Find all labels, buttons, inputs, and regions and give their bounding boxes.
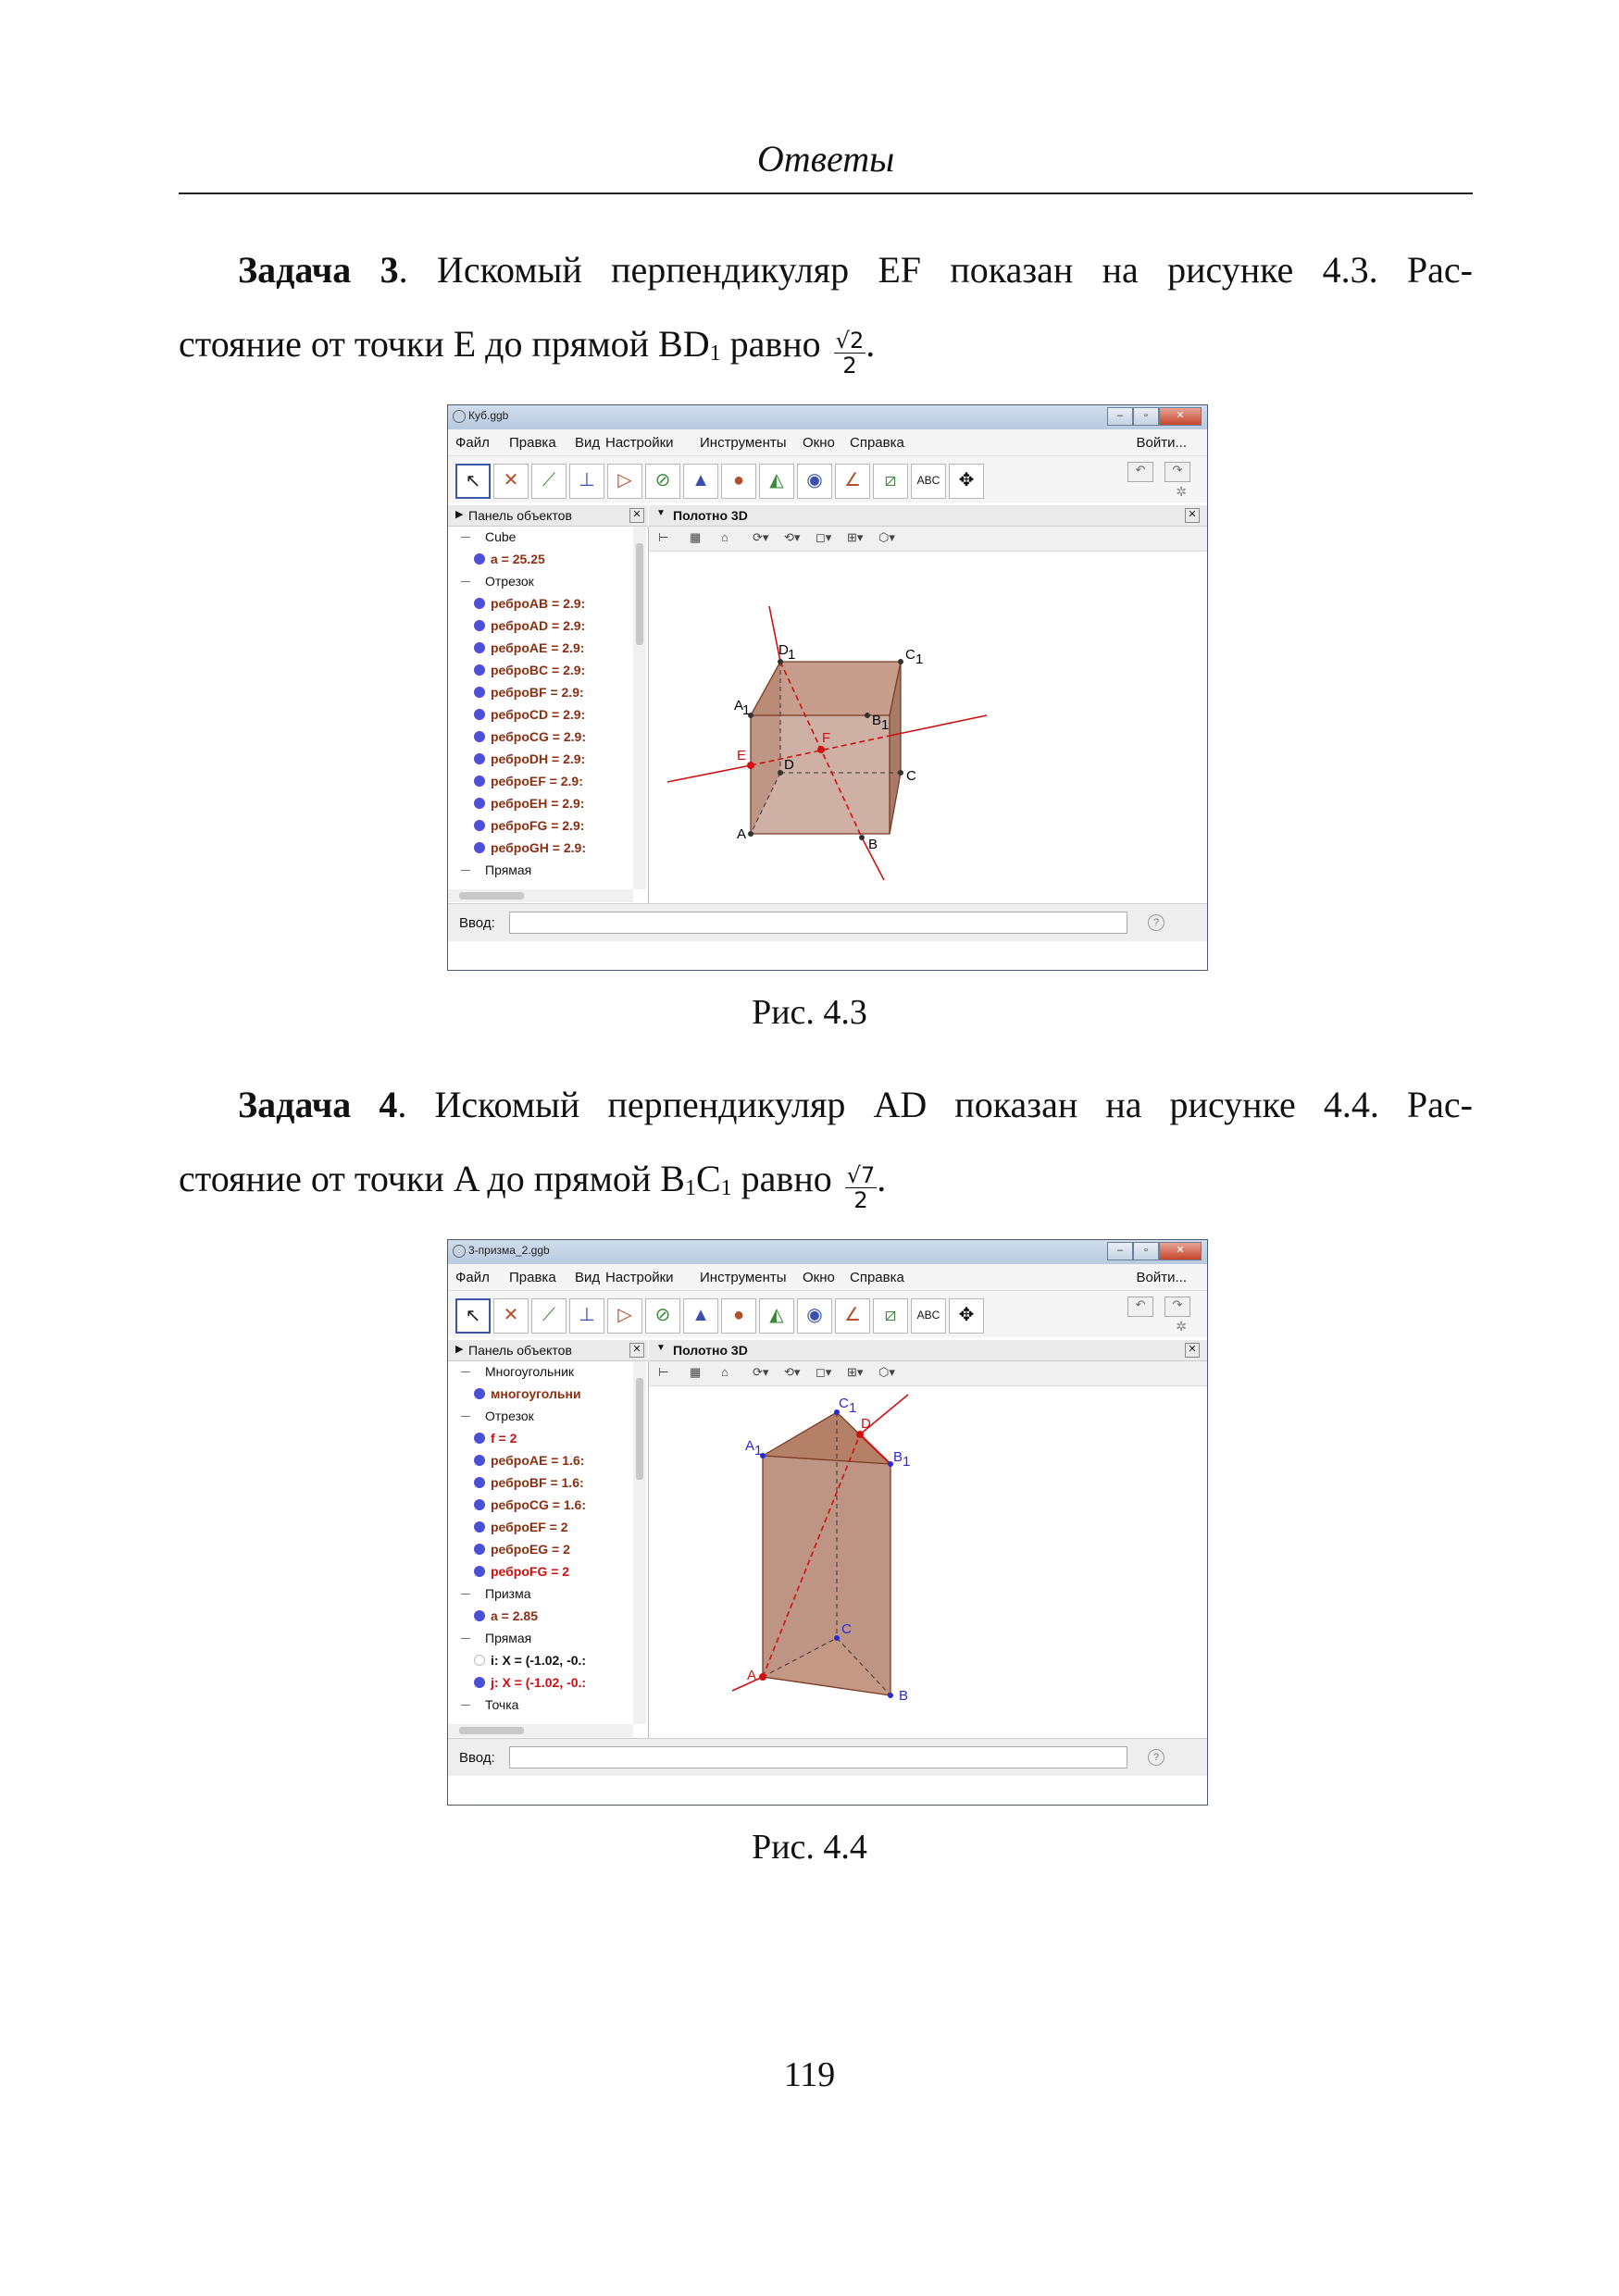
login-link[interactable]: Войти... [1136,1270,1187,1285]
grid-icon[interactable]: ▦ [690,530,702,544]
task3-label: Задача 3 [238,249,399,291]
algebra-vertical-scrollbar[interactable] [633,1361,646,1724]
label-B: B [868,837,878,852]
task4-frac-den: 2 [853,1187,868,1213]
plane-tool-icon[interactable]: ● [721,464,756,499]
algebra-text: f = 2 [491,1431,517,1446]
polygon-tool-icon[interactable]: ▷ [607,464,642,499]
tree-collapse-icon[interactable] [461,1705,470,1706]
tool-bar [448,456,1207,503]
label-A1: A [745,1438,755,1454]
scroll-thumb[interactable] [459,1727,524,1734]
animation-icon[interactable]: ⟲▾ [784,1365,801,1379]
tree-collapse-icon[interactable] [461,537,470,538]
graphics-style-bar [649,527,1207,552]
task4-fraction [845,1163,878,1212]
label-B1: B [872,713,882,728]
point-B [888,1693,893,1698]
algebra-text: ребpоCD = 2.9: [491,707,586,722]
label-B1: B [893,1449,903,1465]
header-rule [179,192,1473,194]
settings-gear-icon[interactable]: ✲ [1176,484,1187,499]
page-number: 119 [783,2055,836,2094]
top-face [763,1412,890,1464]
graphics-3d-view[interactable] [649,1361,1207,1738]
graphics-style-bar [649,1361,1207,1386]
input-field[interactable] [509,1746,1127,1769]
scroll-thumb[interactable] [636,1378,643,1480]
tool-bar [448,1291,1207,1337]
label-C1: C [839,1396,849,1411]
close-button[interactable]: ✕ [1159,1242,1202,1260]
visibility-toggle-icon[interactable] [474,709,485,720]
task3-line2 [179,323,876,379]
label-A1: A [734,698,744,714]
algebra-text: j: X = (-1.02, -0.: [491,1675,587,1690]
label-C1-sub: 1 [849,1400,857,1416]
title-bar [448,405,1207,429]
label-A1-sub: 1 [742,702,751,718]
algebra-panel-header [448,505,648,527]
help-icon[interactable]: ? [1148,914,1164,931]
visibility-toggle-icon[interactable] [474,1477,485,1488]
maximize-button[interactable]: ▫ [1133,407,1159,426]
algebra-panel-header [448,1340,648,1361]
label-F: F [822,730,831,746]
prism-scene[interactable] [649,1385,1005,1737]
close-button[interactable]: ✕ [1159,407,1202,426]
help-icon[interactable]: ? [1148,1749,1164,1766]
projection-icon[interactable]: ⊞▾ [847,1365,864,1379]
point-B1 [865,713,870,718]
axes-icon[interactable]: ⊢ [658,530,669,544]
menu-bar [448,429,1207,456]
angle-tool-icon[interactable]: ∠ [835,1298,870,1334]
window-controls [1107,1242,1202,1260]
task3-frac-num: √2 [835,328,865,354]
algebra-text: ребpоFG = 2 [491,1564,570,1579]
move-graphics-tool-icon[interactable]: ✥ [949,1298,984,1334]
menu-help[interactable]: Справка [850,435,904,451]
redo-icon[interactable]: ↷ [1164,1297,1190,1317]
menu-edit[interactable]: Правка [509,1270,556,1285]
sphere-center-tool-icon[interactable]: ◉ [797,464,832,499]
label-D: D [784,757,794,773]
move-tool-icon[interactable]: ↖ [455,464,491,499]
pyramid-tool-icon[interactable]: ◭ [759,1298,794,1334]
graphics-3d-view[interactable] [649,527,1207,903]
task4-text1: . Искомый перпендикуляр AD показан на рисунке 4.4. Рас- [397,1084,1474,1125]
running-header: Ответы [756,138,895,180]
figure-caption-4-4: Рис. 4.4 [752,1828,867,1867]
task3-end: . [866,323,876,365]
label-B1-sub: 1 [903,1454,911,1470]
algebra-horizontal-scrollbar[interactable] [448,1724,633,1737]
point-F [817,746,825,753]
circle-axis-tool-icon[interactable]: ⊘ [645,464,680,499]
home-icon[interactable]: ⌂ [721,1365,729,1379]
move-tool-icon[interactable]: ↖ [455,1298,491,1334]
label-B: B [899,1688,909,1704]
geogebra-window-prism [447,1239,1208,1806]
point-intersect-tool-icon[interactable]: ✕ [493,464,529,499]
tree-collapse-icon[interactable] [461,1416,470,1417]
redo-icon[interactable]: ↷ [1164,462,1190,482]
visibility-toggle-icon[interactable] [474,598,485,609]
menu-tools[interactable]: Инструменты [700,1270,787,1285]
task4-sub1: 1 [684,1176,696,1200]
algebra-text: ребpоEH = 2.9: [491,796,585,811]
visibility-toggle-icon[interactable] [474,1655,485,1666]
visibility-toggle-icon[interactable] [474,776,485,787]
input-bar [448,903,1207,941]
point-C1 [898,659,903,664]
label-D: D [861,1416,871,1432]
text-tool-icon[interactable]: ABC [911,1298,946,1334]
graphics-title: Полотно 3D [673,508,748,523]
visibility-toggle-icon[interactable] [474,820,485,831]
menu-window[interactable]: Окно [803,1270,835,1285]
algebra-text: ребpоCG = 1.6: [491,1497,586,1512]
collapse-triangle-icon[interactable]: ▶ [455,1344,464,1355]
algebra-text: ребpоAB = 2.9: [491,596,586,611]
algebra-text: Многоугольник [485,1364,575,1379]
menu-window[interactable]: Окно [803,435,835,451]
task3-line1 [179,233,1473,307]
menu-bar [448,1264,1207,1291]
angle-tool-icon[interactable]: ∠ [835,464,870,499]
point-A [748,831,753,837]
animation-icon[interactable]: ⟲▾ [784,530,801,544]
visibility-toggle-icon[interactable] [474,1566,485,1577]
algebra-text: ребpоEF = 2 [491,1520,568,1534]
visibility-toggle-icon[interactable] [474,731,485,742]
label-B1-sub: 1 [881,717,890,733]
view-in-front-icon[interactable]: ◻▾ [816,1365,832,1379]
label-E: E [737,748,747,763]
point-intersect-tool-icon[interactable]: ✕ [493,1298,529,1334]
task3-paragraph [179,233,1473,391]
menu-settings[interactable]: Настройки [605,435,674,451]
tree-collapse-icon[interactable] [461,581,470,582]
figure-caption-4-3: Рис. 4.3 [752,993,867,1032]
segment-tool-icon[interactable]: ⟋ [531,464,567,499]
task4-end: . [877,1158,887,1199]
geogebra-app-icon [453,1245,466,1258]
algebra-text: Отрезок [485,1409,534,1423]
dropdown-triangle-icon[interactable]: ▼ [656,508,666,518]
point-D [778,770,783,776]
point-D [856,1431,864,1438]
pyramid-tool-icon[interactable]: ◭ [759,464,794,499]
window-controls [1107,407,1202,426]
point-B [859,835,865,840]
visibility-toggle-icon[interactable] [474,664,485,676]
label-C: C [906,768,916,784]
task4-text2mid: C [695,1158,721,1199]
label-C: C [841,1621,852,1637]
cube-scene[interactable] [649,551,1005,902]
task3-frac-den: 2 [842,353,857,379]
point-C [898,770,903,776]
menu-file[interactable]: Файл [455,1270,490,1285]
task4-label: Задача 4 [238,1084,398,1125]
point-E [747,762,754,769]
visibility-toggle-icon[interactable] [474,620,485,631]
task3-text1: . Искомый перпендикуляр EF показан на рисунке 4.3. Рас- [398,249,1474,291]
task4-paragraph [179,1068,1473,1225]
algebra-text: ребpоEF = 2.9: [491,774,583,788]
close-graphics-icon[interactable]: ✕ [1185,508,1200,523]
task4-text2b: равно [731,1158,841,1199]
polygon-tool-icon[interactable]: ▷ [607,1298,642,1334]
perpendicular-line-tool-icon[interactable]: ⊥ [569,1298,604,1334]
input-field[interactable] [509,912,1127,934]
algebra-text: a = 2.85 [491,1608,538,1623]
label-A: A [737,826,747,842]
tree-collapse-icon[interactable] [461,1371,470,1372]
collapse-triangle-icon[interactable]: ▶ [455,509,464,520]
algebra-vertical-scrollbar[interactable] [633,527,646,889]
input-label: Ввод: [459,915,495,931]
visibility-toggle-icon[interactable] [474,1455,485,1466]
visibility-toggle-icon[interactable] [474,1677,485,1688]
algebra-text: ребpоFG = 2.9: [491,818,585,833]
segment-tool-icon[interactable]: ⟋ [531,1298,567,1334]
tree-collapse-icon[interactable] [461,1594,470,1595]
dropdown-triangle-icon[interactable]: ▼ [656,1343,666,1353]
label-C1-sub: 1 [915,652,924,667]
menu-tools[interactable]: Инструменты [700,435,787,451]
minimize-button[interactable]: – [1107,1242,1133,1260]
algebra-text: ребpоBC = 2.9: [491,663,586,677]
algebra-view [448,527,649,903]
task3-text2b: равно [720,323,830,365]
algebra-text: многоугольни [491,1386,581,1401]
menu-help[interactable]: Справка [850,1270,904,1285]
task4-line2 [179,1158,887,1213]
view-in-front-icon[interactable]: ◻▾ [816,530,832,544]
perpendicular-line-tool-icon[interactable]: ⊥ [569,464,604,499]
algebra-text: Прямая [485,1631,532,1645]
cube-view-icon[interactable]: ⬡▾ [878,530,895,544]
objects-panel-title: Панель объектов [468,508,572,523]
projection-icon[interactable]: ⊞▾ [847,530,864,544]
label-D1: D [778,642,789,658]
reflect-tool-icon[interactable]: ⧄ [873,1298,908,1334]
visibility-toggle-icon[interactable] [474,1610,485,1621]
point-C [834,1635,840,1641]
task3-sub: 1 [709,341,721,366]
menu-view[interactable]: Вид [575,1270,601,1285]
window-title: 3-призма_2.ggb [468,1244,550,1257]
settings-gear-icon[interactable]: ✲ [1176,1319,1187,1334]
visibility-toggle-icon[interactable] [474,553,485,565]
algebra-text: ребpоGH = 2.9: [491,840,586,855]
close-graphics-icon[interactable]: ✕ [1185,1343,1200,1358]
visibility-toggle-icon[interactable] [474,842,485,853]
sphere-tool-icon[interactable]: ▲ [683,464,718,499]
task3-text2a: стояние от точки E до прямой BD [179,323,710,365]
algebra-text: i: X = (-1.02, -0.: [491,1653,587,1668]
algebra-text: ребpоAE = 2.9: [491,640,585,655]
graphics-panel-header [649,505,1207,527]
tree-collapse-icon[interactable] [461,870,470,871]
rotate-view-icon[interactable]: ⟳▾ [753,1365,769,1379]
line-ef-right [890,715,987,736]
label-A1-sub: 1 [754,1443,763,1458]
geogebra-app-icon [453,410,466,423]
algebra-text: Отрезок [485,574,534,589]
tree-collapse-icon[interactable] [461,1638,470,1639]
rotate-view-icon[interactable]: ⟳▾ [753,530,769,544]
graphics-title: Полотно 3D [673,1343,748,1358]
title-bar [448,1240,1207,1264]
visibility-toggle-icon[interactable] [474,1521,485,1533]
algebra-text: a = 25.25 [491,552,545,566]
axes-icon[interactable]: ⊢ [658,1365,669,1379]
grid-icon[interactable]: ▦ [690,1365,702,1379]
reflect-tool-icon[interactable]: ⧄ [873,464,908,499]
close-panel-icon[interactable]: ✕ [629,508,644,523]
visibility-toggle-icon[interactable] [474,753,485,764]
point-D1 [778,659,783,664]
login-link[interactable]: Войти... [1136,435,1187,451]
undo-icon[interactable]: ↶ [1127,462,1153,482]
algebra-text: Cube [485,529,517,544]
point-A [759,1673,766,1681]
close-panel-icon[interactable]: ✕ [629,1343,644,1358]
menu-edit[interactable]: Правка [509,435,556,451]
visibility-toggle-icon[interactable] [474,642,485,653]
graphics-panel-header [649,1340,1207,1361]
algebra-text: ребpоEG = 2 [491,1542,570,1557]
algebra-view [448,1361,649,1738]
maximize-button[interactable]: ▫ [1133,1242,1159,1260]
algebra-text: Призма [485,1586,531,1601]
algebra-text: ребpоBF = 2.9: [491,685,584,700]
sphere-center-tool-icon[interactable]: ◉ [797,1298,832,1334]
task4-frac-num: √7 [846,1162,876,1188]
objects-panel-title: Панель объектов [468,1343,572,1358]
algebra-text: ребpоDH = 2.9: [491,751,586,766]
task3-fraction [834,329,866,378]
visibility-toggle-icon[interactable] [474,687,485,698]
menu-file[interactable]: Файл [455,435,490,451]
scroll-thumb[interactable] [636,543,643,645]
window-title: Куб.ggb [468,409,509,422]
visibility-toggle-icon[interactable] [474,1499,485,1510]
move-graphics-tool-icon[interactable]: ✥ [949,464,984,499]
visibility-toggle-icon[interactable] [474,1388,485,1399]
scroll-thumb[interactable] [459,892,524,900]
minimize-button[interactable]: – [1107,407,1133,426]
label-C1: C [905,647,915,663]
plane-tool-icon[interactable]: ● [721,1298,756,1334]
input-bar [448,1738,1207,1776]
label-A: A [747,1668,757,1683]
input-label: Ввод: [459,1750,495,1766]
task4-line1 [179,1068,1473,1142]
menu-settings[interactable]: Настройки [605,1270,674,1285]
algebra-text: Точка [485,1697,519,1712]
algebra-horizontal-scrollbar[interactable] [448,889,633,902]
algebra-text: ребpоAD = 2.9: [491,618,586,633]
circle-axis-tool-icon[interactable]: ⊘ [645,1298,680,1334]
home-icon[interactable]: ⌂ [721,530,729,544]
line-ef-left [667,765,751,782]
undo-icon[interactable]: ↶ [1127,1297,1153,1317]
algebra-text: Прямая [485,863,532,877]
visibility-toggle-icon[interactable] [474,1544,485,1555]
algebra-text: ребpоAE = 1.6: [491,1453,585,1468]
label-D1-sub: 1 [788,647,796,663]
visibility-toggle-icon[interactable] [474,1433,485,1444]
geogebra-window-cube [447,404,1208,971]
text-tool-icon[interactable]: ABC [911,464,946,499]
sphere-tool-icon[interactable]: ▲ [683,1298,718,1334]
task4-text2a: стояние от точки A до прямой B [179,1158,685,1199]
algebra-text: ребpоCG = 2.9: [491,729,586,744]
task4-sub2: 1 [720,1176,732,1200]
visibility-toggle-icon[interactable] [474,798,485,809]
cube-view-icon[interactable]: ⬡▾ [878,1365,895,1379]
algebra-text: ребpоBF = 1.6: [491,1475,584,1490]
menu-view[interactable]: Вид [575,435,601,451]
